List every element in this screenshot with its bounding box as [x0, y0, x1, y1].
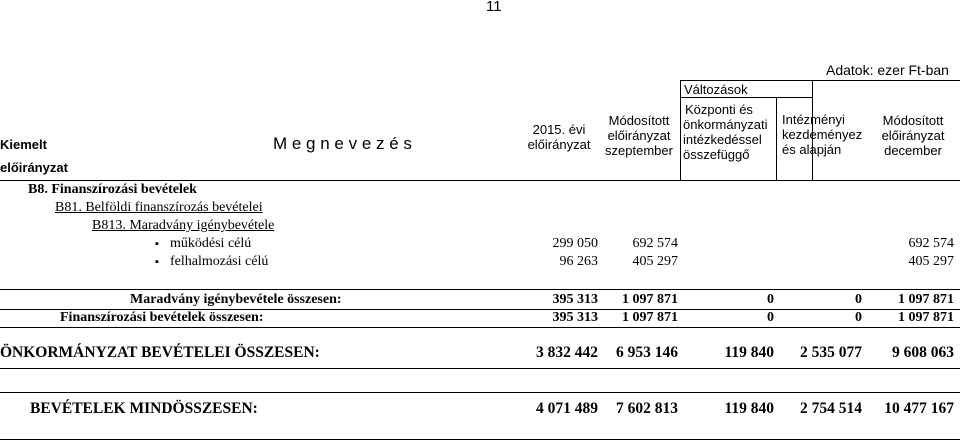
row-onkorm-total-koz: 119 840: [724, 344, 774, 361]
units-note: Adatok: ezer Ft-ban: [826, 62, 949, 78]
row-mindossz-label: BEVÉTELEK MINDÖSSZESEN:: [30, 400, 258, 417]
header-col-2015-line2: előirányzat: [527, 137, 591, 152]
header-col-2015: [520, 122, 598, 152]
bullet-mukodesi: ▪: [155, 238, 159, 250]
header-col-mod-szept: [600, 113, 678, 158]
header-kiemelt: Kiemelt: [0, 137, 47, 152]
row-mukodesi-label: működési célú: [170, 236, 252, 251]
row-mindossz-int: 2 754 514: [800, 400, 862, 417]
row-onkorm-bottom-border: [0, 368, 960, 369]
header-col-mod-dec-line3: december: [884, 143, 942, 158]
row-finansz-bottom-border: [0, 327, 960, 328]
row-maradvany-total-dec: 1 097 871: [898, 292, 954, 307]
header-col-intezmenyi-line3: és alapján: [782, 142, 842, 157]
row-mukodesi-dec: 692 574: [908, 236, 954, 251]
row-felhalmozasi-szept: 405 297: [632, 254, 678, 269]
header-top-border: [681, 80, 960, 81]
row-b81: B81. Belföldi finanszírozás bevételei: [55, 200, 263, 215]
row-onkorm-total-dec: 9 608 063: [892, 344, 954, 361]
header-megnevezes: M e g n e v e z é s: [273, 134, 412, 153]
row-onkorm-total-int: 2 535 077: [800, 344, 862, 361]
row-finansz-total-szept: 1 097 871: [622, 310, 678, 325]
row-felhalmozasi-2015: 96 263: [559, 254, 598, 269]
row-finansz-total-dec: 1 097 871: [898, 310, 954, 325]
header-col-mod-szept-line3: szeptember: [605, 143, 673, 158]
header-col-2015-line1: 2015. évi: [532, 122, 586, 137]
row-maradvany-total-int: 0: [855, 292, 862, 307]
header-col-intezmenyi-line2: kezdeményez: [782, 127, 863, 142]
row-maradvany-total-koz: 0: [767, 292, 774, 307]
header-col-kozponti-line2: önkormányzati: [683, 117, 768, 132]
row-mukodesi-szept: 692 574: [632, 236, 678, 251]
header-eloiranyzat: előirányzat: [0, 160, 68, 175]
row-onkorm-total-2015: 3 832 442: [536, 344, 598, 361]
row-mindossz-szept: 7 602 813: [616, 400, 678, 417]
row-mindossz-koz: 119 840: [724, 400, 774, 417]
header-col-kozponti: [682, 102, 776, 162]
row-finansz-total-2015: 395 313: [552, 310, 598, 325]
header-col-mod-szept-line2: előirányzat: [607, 128, 671, 143]
header-col-intezmenyi: [778, 112, 868, 157]
row-mindossz-2015: 4 071 489: [536, 400, 598, 417]
row-maradvany-total-label: Maradvány igénybevétele összesen:: [130, 292, 342, 307]
row-mindossz-top-border: [0, 392, 960, 393]
row-b8: B8. Finanszírozási bevételek: [28, 182, 197, 197]
header-divider-mid: [776, 97, 777, 180]
row-b813: B813. Maradvány igénybevétele: [92, 218, 275, 233]
header-col-kozponti-line3: intézkedéssel: [683, 132, 762, 147]
row-maradvany-top-border: [0, 289, 960, 290]
row-onkorm-total-szept: 6 953 146: [616, 344, 678, 361]
row-mindossz-bottom-border: [0, 439, 960, 440]
row-finansz-total-int: 0: [855, 310, 862, 325]
header-col-mod-dec-line1: Módosított: [882, 113, 944, 128]
row-felhalmozasi-label: felhalmozási célú: [170, 254, 269, 269]
header-col-mod-szept-line1: Módosított: [608, 113, 670, 128]
row-finansz-total-koz: 0: [767, 310, 774, 325]
bullet-felhalmozasi: ▪: [155, 256, 159, 268]
header-col-intezmenyi-line1: Intézményi: [782, 112, 845, 127]
header-bottom-border: [0, 180, 960, 181]
row-maradvany-total-szept: 1 097 871: [622, 292, 678, 307]
row-mindossz-dec: 10 477 167: [884, 400, 954, 417]
header-col-mod-dec-line2: előirányzat: [881, 128, 945, 143]
header-valtozasok: Változások: [684, 82, 748, 97]
header-col-mod-dec: [868, 113, 958, 158]
row-mukodesi-2015: 299 050: [552, 236, 598, 251]
row-finansz-total-label: Finanszírozási bevételek összesen:: [60, 310, 264, 325]
row-maradvany-total-2015: 395 313: [552, 292, 598, 307]
row-onkorm-total-label: ÖNKORMÁNYZAT BEVÉTELEI ÖSSZESEN:: [0, 344, 320, 361]
valtozasok-underline: [681, 97, 812, 98]
header-col-kozponti-line4: összefüggő: [683, 147, 750, 162]
page-number: 11: [486, 0, 502, 15]
row-felhalmozasi-dec: 405 297: [908, 254, 954, 269]
header-col-kozponti-line1: Központi és: [685, 102, 753, 117]
